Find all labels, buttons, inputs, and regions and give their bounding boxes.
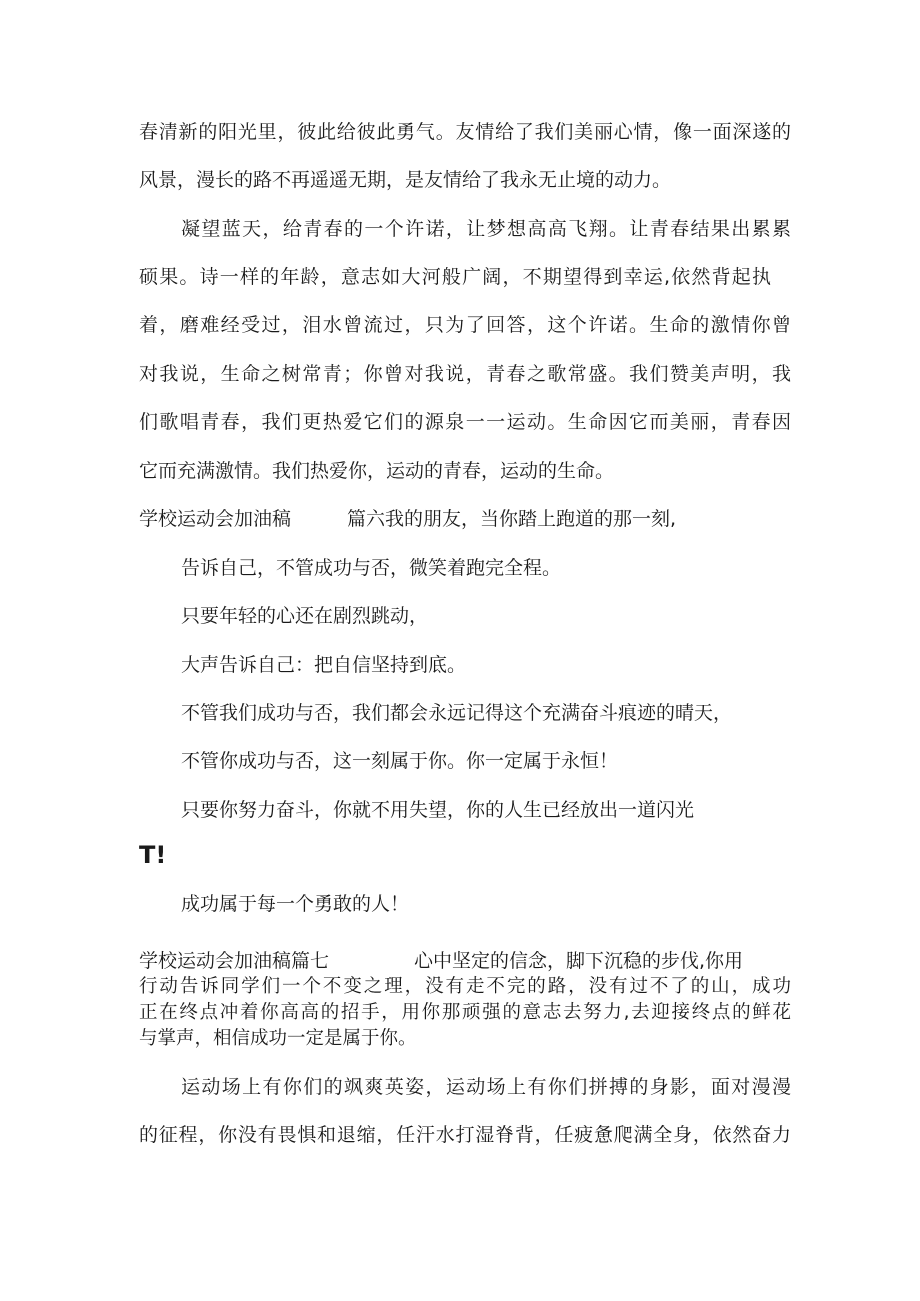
verse-line: 不管你成功与否，这一刻属于你。你一定属于永恒！ <box>181 750 619 772</box>
paragraph-line: 凝望蓝天，给青春的一个许诺，让梦想高高飞翔。让青春结果出累累 <box>181 218 791 240</box>
section-6-first-line: 篇六我的朋友，当你踏上跑道的那一刻, <box>347 508 677 530</box>
paragraph-line: 它而充满激情。我们热爱你，运动的青春，运动的生命。 <box>139 460 615 482</box>
verse-line: 告诉自己，不管成功与否，微笑着跑完全程。 <box>181 557 562 579</box>
paragraph-line: 们歌唱青春，我们更热爱它们的源泉一一运动。生命因它而美丽，青春因 <box>139 411 791 433</box>
paragraph-line: 着，磨难经受过，泪水曾流过，只为了回答，这个许诺。生命的激情你曾 <box>139 314 791 336</box>
section-7-heading <box>139 948 743 974</box>
paragraph-line: 对我说，生命之树常青；你曾对我说，青春之歌常盛。我们赞美声明，我 <box>139 363 791 385</box>
paragraph-line: 与掌声，相信成功一定是属于你。 <box>139 1028 417 1049</box>
verse-line: 不管我们成功与否，我们都会永远记得这个充满奋斗痕迹的晴天， <box>181 702 733 724</box>
paragraph-line: 风景，漫长的路不再遥遥无期，是友情给了我永无止境的动力。 <box>139 169 672 191</box>
verse-line: 大声告诉自己：把自信坚持到底。 <box>181 654 467 676</box>
verse-line: 只要年轻的心还在剧烈跳动， <box>181 605 429 627</box>
verse-line: 成功属于每一个勇敢的人！ <box>181 893 410 915</box>
paragraph-line: 春清新的阳光里，彼此给彼此勇气。友情给了我们美丽心情，像一面深遂的 <box>139 121 791 143</box>
section-6-heading <box>139 506 676 532</box>
paragraph-line: 正在终点冲着你高高的招手，用你那顽强的意志去努力,去迎接终点的鲜花 <box>139 1002 791 1023</box>
paragraph-line: 的征程，你没有畏惧和退缩，任汗水打湿脊背，任疲惫爬满全身，依然奋力 <box>139 1124 791 1146</box>
paragraph-line: 硕果。诗一样的年龄，意志如大河般广阔，不期望得到幸运,依然背起执 <box>139 266 771 288</box>
paragraph-line: 行动告诉同学们一个不变之理，没有走不完的路，没有过不了的山，成功 <box>139 976 791 997</box>
section-7-title: 学校运动会加油稿篇七 <box>139 950 330 972</box>
verse-line: 只要你努力奋斗，你就不用失望，你的人生已经放出一道闪光 <box>181 799 695 821</box>
section-7-first-line: 心中坚定的信念，脚下沉稳的步伐,你用 <box>414 950 744 972</box>
text-fragment: T! <box>139 841 167 869</box>
paragraph-line: 运动场上有你们的飒爽英姿，运动场上有你们拼搏的身影，面对漫漫 <box>181 1076 791 1098</box>
section-6-title: 学校运动会加油稿 <box>139 508 292 530</box>
